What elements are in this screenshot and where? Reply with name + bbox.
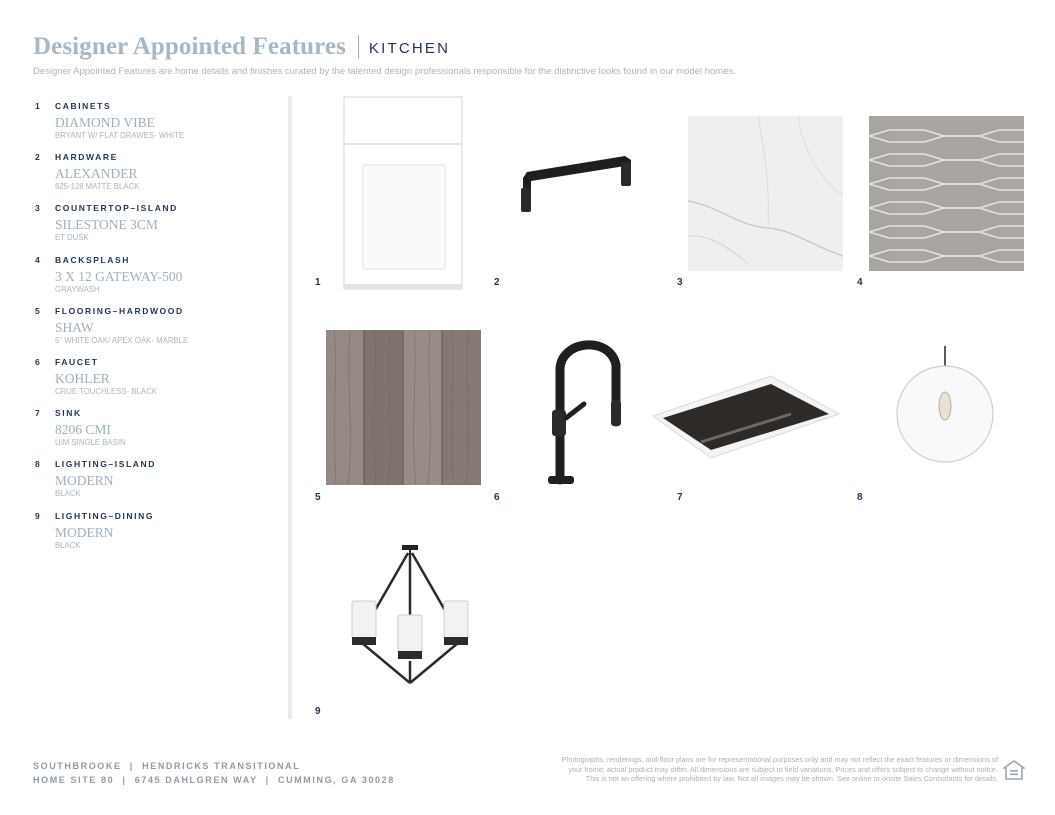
equal-housing-icon	[1003, 759, 1025, 781]
gallery-number: 2	[494, 277, 500, 288]
spec-number: 2	[35, 152, 40, 163]
spec-number: 8	[35, 459, 40, 470]
footer-community-info	[33, 759, 395, 787]
spec-category: HARDWARE	[55, 152, 118, 163]
spec-name: KOHLER	[55, 370, 110, 386]
globe-pendant-image	[893, 346, 998, 466]
page-title: Designer Appointed Features	[33, 33, 346, 60]
gallery-number: 3	[677, 277, 683, 288]
spec-detail: U/M SINGLE BASIN	[55, 438, 126, 448]
spec-name: ALEXANDER	[55, 166, 138, 182]
gallery-number: 6	[494, 492, 500, 503]
spec-detail: BLACK	[55, 540, 81, 550]
title-divider	[358, 35, 359, 59]
spec-item-lighting-island	[35, 458, 275, 509]
footer-disclaimer	[518, 755, 998, 784]
spec-detail: 5" WHITE OAK/ APEX OAK- MARBLE	[55, 335, 189, 345]
spec-category: SINK	[55, 408, 82, 419]
spec-number: 3	[35, 203, 40, 214]
spec-list	[35, 100, 275, 561]
gallery-number: 4	[857, 277, 863, 288]
sink-image	[651, 372, 841, 462]
chandelier-image	[348, 543, 474, 688]
spec-number: 9	[35, 510, 40, 521]
spec-item-flooring	[35, 305, 275, 356]
spec-item-cabinets	[35, 100, 275, 151]
gallery-number: 5	[315, 492, 321, 503]
spec-item-backsplash	[35, 254, 275, 305]
quartz-sample-image	[688, 116, 843, 271]
spec-number: 7	[35, 408, 40, 419]
spec-name: 3 X 12 GATEWAY-500	[55, 268, 183, 284]
cabinet-pull-image	[515, 150, 640, 220]
spec-number: 6	[35, 356, 40, 367]
tile-sample-image	[869, 116, 1024, 271]
spec-name: SILESTONE 3CM	[55, 217, 158, 233]
spec-category: COUNTERTOP–ISLAND	[55, 203, 178, 214]
spec-detail: 625-128 MATTE BLACK	[55, 182, 140, 192]
footer-address: HOME SITE 80 | 6745 DAHLGREN WAY | CUMMING, GA 30028	[33, 775, 395, 785]
spec-category: LIGHTING–DINING	[55, 510, 155, 521]
disclaimer-line: This is not an offering where prohibited by law. Not all images may be shown. See online or onsite Sales Consultants for details.	[585, 774, 998, 784]
spec-name: DIAMOND VIBE	[55, 115, 155, 130]
spec-detail: GRAYWASH	[55, 284, 100, 294]
hardwood-sample-image	[326, 330, 481, 485]
spec-item-countertop	[35, 202, 275, 253]
cabinet-door-image	[341, 94, 466, 292]
disclaimer-line: your home; actual product may differ. All dimensions are subject to field variations. Prices and offers subject to change without notice.	[568, 764, 998, 774]
spec-name: 8206 CMI	[55, 422, 111, 438]
spec-name: MODERN	[55, 524, 114, 540]
spec-number: 5	[35, 305, 40, 316]
spec-item-hardware	[35, 151, 275, 202]
disclaimer-line: Photographs, renderings, and floor plans are for representational purposes only and may not reflect the exact features or dimensions of	[561, 755, 998, 764]
spec-category: LIGHTING–ISLAND	[55, 459, 156, 470]
intro-text: Designer Appointed Features are home details and finishes curated by the talented design professionals responsible for the distinctive looks found in our model homes.	[33, 66, 736, 77]
spec-item-sink	[35, 407, 275, 458]
vertical-divider	[288, 96, 292, 719]
spec-category: FLOORING–HARDWOOD	[55, 305, 184, 316]
spec-number: 4	[35, 254, 40, 265]
spec-category: FAUCET	[55, 356, 99, 367]
spec-name: MODERN	[55, 473, 114, 489]
spec-item-faucet	[35, 356, 275, 407]
page-subtitle: KITCHEN	[368, 40, 451, 57]
spec-category: BACKSPLASH	[55, 254, 131, 265]
spec-number: 1	[35, 101, 40, 111]
spec-detail: BLACK	[55, 489, 81, 499]
gallery-number: 1	[315, 277, 321, 288]
spec-detail: CRUE TOUCHLESS- BLACK	[55, 386, 157, 396]
spec-detail: BRYANT W/ FLAT DRAWES- WHITE	[55, 131, 184, 140]
spec-category: CABINETS	[55, 101, 112, 111]
gallery-number: 8	[857, 492, 863, 503]
spec-item-lighting-dining	[35, 510, 275, 561]
footer-community: SOUTHBROOKE | HENDRICKS TRANSITIONAL	[33, 761, 301, 771]
page-header	[33, 33, 450, 61]
gallery-number: 7	[677, 492, 683, 503]
faucet-image	[540, 330, 630, 488]
spec-detail: ET DUSK	[55, 233, 89, 243]
spec-name: SHAW	[55, 319, 94, 335]
gallery-number: 9	[315, 706, 321, 717]
